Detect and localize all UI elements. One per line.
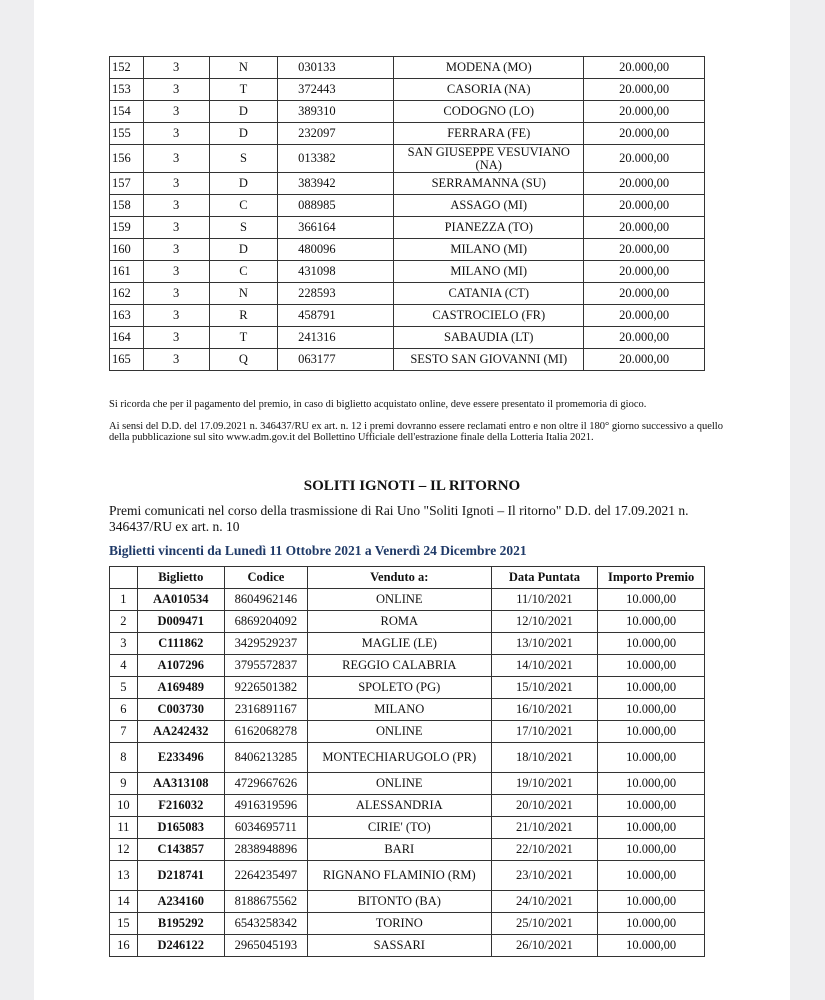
table-row <box>110 817 705 839</box>
city-cell: CATANIA (CT) <box>394 283 584 305</box>
row-number-cell: 162 <box>110 283 144 305</box>
index-cell: 9 <box>110 773 138 795</box>
table-row <box>110 589 705 611</box>
index-cell: 15 <box>110 913 138 935</box>
prize-amount-cell: 10.000,00 <box>598 839 705 861</box>
code-cell: 6869204092 <box>224 611 307 633</box>
section-subtitle: Biglietti vincenti da Lunedì 11 Ottobre 2021 a Venerdì 24 Dicembre 2021 <box>109 543 527 558</box>
draw-date-cell: 14/10/2021 <box>491 655 598 677</box>
table-row <box>110 655 705 677</box>
prize-amount-cell: 20.000,00 <box>584 57 705 79</box>
sold-at-cell: ROMA <box>307 611 491 633</box>
table-row <box>110 795 705 817</box>
ticket-cell: D246122 <box>137 935 224 957</box>
prize-amount-cell: 10.000,00 <box>598 589 705 611</box>
index-cell: 3 <box>110 633 138 655</box>
category-cell: 3 <box>143 145 209 173</box>
table-row <box>110 173 705 195</box>
index-cell: 7 <box>110 721 138 743</box>
prize-amount-cell: 20.000,00 <box>584 145 705 173</box>
prize-amount-cell: 10.000,00 <box>598 773 705 795</box>
ticket-cell: B195292 <box>137 913 224 935</box>
index-cell: 12 <box>110 839 138 861</box>
prize-amount-cell: 10.000,00 <box>598 699 705 721</box>
prize-amount-cell: 20.000,00 <box>584 305 705 327</box>
series-cell: N <box>209 283 277 305</box>
sold-at-cell: CIRIE' (TO) <box>307 817 491 839</box>
ticket-cell: AA313108 <box>137 773 224 795</box>
table-row <box>110 721 705 743</box>
ticket-cell: D218741 <box>137 861 224 891</box>
prize-amount-cell: 10.000,00 <box>598 935 705 957</box>
section-title: SOLITI IGNOTI – IL RITORNO <box>303 478 521 494</box>
table-row <box>110 677 705 699</box>
index-cell: 8 <box>110 743 138 773</box>
code-cell: 2316891167 <box>224 699 307 721</box>
ticket-cell: C111862 <box>137 633 224 655</box>
category-cell: 3 <box>143 261 209 283</box>
draw-date-cell: 23/10/2021 <box>491 861 598 891</box>
prize-amount-cell: 10.000,00 <box>598 891 705 913</box>
ticket-number-cell: 030133 <box>278 57 394 79</box>
city-cell: SERRAMANNA (SU) <box>394 173 584 195</box>
ticket-cell: AA242432 <box>137 721 224 743</box>
category-cell: 3 <box>143 123 209 145</box>
column-header-code: Codice <box>224 567 307 589</box>
table-row <box>110 217 705 239</box>
table-row <box>110 123 705 145</box>
category-cell: 3 <box>143 79 209 101</box>
index-cell: 2 <box>110 611 138 633</box>
ticket-number-cell: 228593 <box>278 283 394 305</box>
prize-amount-cell: 10.000,00 <box>598 861 705 891</box>
prize-amount-cell: 10.000,00 <box>598 795 705 817</box>
row-number-cell: 154 <box>110 101 144 123</box>
ticket-cell: C003730 <box>137 699 224 721</box>
row-number-cell: 165 <box>110 349 144 371</box>
city-cell: PIANEZZA (TO) <box>394 217 584 239</box>
index-cell: 5 <box>110 677 138 699</box>
winners-table-soliti-ignoti <box>109 566 705 957</box>
index-cell: 4 <box>110 655 138 677</box>
code-cell: 6034695711 <box>224 817 307 839</box>
row-number-cell: 156 <box>110 145 144 173</box>
category-cell: 3 <box>143 327 209 349</box>
section-description: Premi comunicati nel corso della trasmissione di Rai Uno "Soliti Ignoti – Il ritorno" D.D. del 17.09.2021 n. 346437/RU ex art. n. 10 <box>109 503 689 534</box>
prize-amount-cell: 20.000,00 <box>584 239 705 261</box>
code-cell: 8604962146 <box>224 589 307 611</box>
table-row <box>110 195 705 217</box>
prize-amount-cell: 20.000,00 <box>584 79 705 101</box>
draw-date-cell: 13/10/2021 <box>491 633 598 655</box>
series-cell: Q <box>209 349 277 371</box>
sold-at-cell: RIGNANO FLAMINIO (RM) <box>307 861 491 891</box>
document-page <box>34 0 790 1000</box>
claim-deadline-note: Ai sensi del D.D. del 17.09.2021 n. 346437/RU ex art. n. 12 i premi dovranno essere reclamati entro e non oltre il 180° giorno successivo a quello della pubblicazione sul sito www.adm.gov.it del Bollettino Ufficiale dell'estrazione finale della Lotteria Italia 2021. <box>109 421 723 443</box>
category-cell: 3 <box>143 57 209 79</box>
ticket-number-cell: 366164 <box>278 217 394 239</box>
draw-date-cell: 21/10/2021 <box>491 817 598 839</box>
table-row <box>110 891 705 913</box>
draw-date-cell: 12/10/2021 <box>491 611 598 633</box>
column-header-date: Data Puntata <box>491 567 598 589</box>
prize-amount-cell: 20.000,00 <box>584 261 705 283</box>
category-cell: 3 <box>143 173 209 195</box>
table-row <box>110 261 705 283</box>
category-cell: 3 <box>143 283 209 305</box>
row-number-cell: 159 <box>110 217 144 239</box>
ticket-number-cell: 372443 <box>278 79 394 101</box>
city-cell: MILANO (MI) <box>394 239 584 261</box>
prize-amount-cell: 10.000,00 <box>598 633 705 655</box>
prize-amount-cell: 20.000,00 <box>584 101 705 123</box>
sold-at-cell: MAGLIE (LE) <box>307 633 491 655</box>
sold-at-cell: TORINO <box>307 913 491 935</box>
row-number-cell: 160 <box>110 239 144 261</box>
code-cell: 2838948896 <box>224 839 307 861</box>
index-cell: 16 <box>110 935 138 957</box>
draw-date-cell: 25/10/2021 <box>491 913 598 935</box>
sold-at-cell: BITONTO (BA) <box>307 891 491 913</box>
sold-at-cell: BARI <box>307 839 491 861</box>
prize-amount-cell: 10.000,00 <box>598 743 705 773</box>
index-cell: 11 <box>110 817 138 839</box>
sold-at-cell: SPOLETO (PG) <box>307 677 491 699</box>
series-cell: C <box>209 261 277 283</box>
category-cell: 3 <box>143 101 209 123</box>
draw-date-cell: 18/10/2021 <box>491 743 598 773</box>
code-cell: 3429529237 <box>224 633 307 655</box>
ticket-number-cell: 088985 <box>278 195 394 217</box>
table-row <box>110 699 705 721</box>
draw-date-cell: 26/10/2021 <box>491 935 598 957</box>
ticket-number-cell: 232097 <box>278 123 394 145</box>
table-header-row <box>110 567 705 589</box>
table-row <box>110 839 705 861</box>
prize-amount-cell: 20.000,00 <box>584 327 705 349</box>
table-row <box>110 327 705 349</box>
ticket-cell: C143857 <box>137 839 224 861</box>
sold-at-cell: MILANO <box>307 699 491 721</box>
draw-date-cell: 24/10/2021 <box>491 891 598 913</box>
ticket-number-cell: 063177 <box>278 349 394 371</box>
ticket-cell: D009471 <box>137 611 224 633</box>
prize-amount-cell: 20.000,00 <box>584 217 705 239</box>
city-cell: CASTROCIELO (FR) <box>394 305 584 327</box>
table-row <box>110 633 705 655</box>
row-number-cell: 157 <box>110 173 144 195</box>
code-cell: 6162068278 <box>224 721 307 743</box>
sold-at-cell: ONLINE <box>307 589 491 611</box>
city-cell: SABAUDIA (LT) <box>394 327 584 349</box>
city-cell: MILANO (MI) <box>394 261 584 283</box>
ticket-cell: A169489 <box>137 677 224 699</box>
series-cell: D <box>209 239 277 261</box>
city-cell: MODENA (MO) <box>394 57 584 79</box>
payment-note: Si ricorda che per il pagamento del premio, in caso di biglietto acquistato online, deve essere presentato il promemoria di gioco. <box>109 399 647 410</box>
row-number-cell: 153 <box>110 79 144 101</box>
table-row <box>110 913 705 935</box>
code-cell: 8406213285 <box>224 743 307 773</box>
code-cell: 6543258342 <box>224 913 307 935</box>
series-cell: C <box>209 195 277 217</box>
table-row <box>110 349 705 371</box>
ticket-cell: E233496 <box>137 743 224 773</box>
ticket-cell: A234160 <box>137 891 224 913</box>
city-cell: CODOGNO (LO) <box>394 101 584 123</box>
prize-amount-cell: 20.000,00 <box>584 349 705 371</box>
category-cell: 3 <box>143 217 209 239</box>
city-cell: ASSAGO (MI) <box>394 195 584 217</box>
sold-at-cell: MONTECHIARUGOLO (PR) <box>307 743 491 773</box>
sold-at-cell: ALESSANDRIA <box>307 795 491 817</box>
row-number-cell: 152 <box>110 57 144 79</box>
ticket-cell: AA010534 <box>137 589 224 611</box>
table-row <box>110 57 705 79</box>
series-cell: T <box>209 79 277 101</box>
draw-date-cell: 11/10/2021 <box>491 589 598 611</box>
prize-amount-cell: 10.000,00 <box>598 611 705 633</box>
sold-at-cell: ONLINE <box>307 721 491 743</box>
table-row <box>110 145 705 173</box>
prize-amount-cell: 20.000,00 <box>584 123 705 145</box>
prize-amount-cell: 20.000,00 <box>584 283 705 305</box>
table-row <box>110 611 705 633</box>
table-row <box>110 743 705 773</box>
draw-date-cell: 22/10/2021 <box>491 839 598 861</box>
table-row <box>110 239 705 261</box>
table-row <box>110 935 705 957</box>
row-number-cell: 161 <box>110 261 144 283</box>
series-cell: T <box>209 327 277 349</box>
sold-at-cell: ONLINE <box>307 773 491 795</box>
series-cell: S <box>209 217 277 239</box>
series-cell: R <box>209 305 277 327</box>
winners-table-top <box>109 56 705 371</box>
category-cell: 3 <box>143 239 209 261</box>
ticket-number-cell: 241316 <box>278 327 394 349</box>
ticket-cell: A107296 <box>137 655 224 677</box>
code-cell: 9226501382 <box>224 677 307 699</box>
code-cell: 4729667626 <box>224 773 307 795</box>
prize-amount-cell: 10.000,00 <box>598 817 705 839</box>
draw-date-cell: 20/10/2021 <box>491 795 598 817</box>
prize-amount-cell: 20.000,00 <box>584 195 705 217</box>
prize-amount-cell: 10.000,00 <box>598 655 705 677</box>
draw-date-cell: 17/10/2021 <box>491 721 598 743</box>
code-cell: 2965045193 <box>224 935 307 957</box>
column-header-index <box>110 567 138 589</box>
prize-amount-cell: 20.000,00 <box>584 173 705 195</box>
code-cell: 4916319596 <box>224 795 307 817</box>
code-cell: 3795572837 <box>224 655 307 677</box>
table-row <box>110 79 705 101</box>
index-cell: 1 <box>110 589 138 611</box>
row-number-cell: 163 <box>110 305 144 327</box>
ticket-number-cell: 383942 <box>278 173 394 195</box>
draw-date-cell: 16/10/2021 <box>491 699 598 721</box>
ticket-number-cell: 480096 <box>278 239 394 261</box>
ticket-cell: D165083 <box>137 817 224 839</box>
ticket-cell: F216032 <box>137 795 224 817</box>
draw-date-cell: 15/10/2021 <box>491 677 598 699</box>
category-cell: 3 <box>143 195 209 217</box>
series-cell: S <box>209 145 277 173</box>
code-cell: 8188675562 <box>224 891 307 913</box>
city-cell: SESTO SAN GIOVANNI (MI) <box>394 349 584 371</box>
sold-at-cell: SASSARI <box>307 935 491 957</box>
index-cell: 14 <box>110 891 138 913</box>
row-number-cell: 158 <box>110 195 144 217</box>
column-header-ticket: Biglietto <box>137 567 224 589</box>
table-row <box>110 101 705 123</box>
city-cell: SAN GIUSEPPE VESUVIANO (NA) <box>394 145 584 173</box>
row-number-cell: 155 <box>110 123 144 145</box>
prize-amount-cell: 10.000,00 <box>598 913 705 935</box>
code-cell: 2264235497 <box>224 861 307 891</box>
ticket-number-cell: 458791 <box>278 305 394 327</box>
index-cell: 10 <box>110 795 138 817</box>
index-cell: 6 <box>110 699 138 721</box>
table-row <box>110 283 705 305</box>
series-cell: D <box>209 173 277 195</box>
index-cell: 13 <box>110 861 138 891</box>
row-number-cell: 164 <box>110 327 144 349</box>
ticket-number-cell: 013382 <box>278 145 394 173</box>
category-cell: 3 <box>143 305 209 327</box>
column-header-sold-at: Venduto a: <box>307 567 491 589</box>
table-row <box>110 773 705 795</box>
prize-amount-cell: 10.000,00 <box>598 677 705 699</box>
series-cell: D <box>209 123 277 145</box>
table-row <box>110 861 705 891</box>
category-cell: 3 <box>143 349 209 371</box>
ticket-number-cell: 431098 <box>278 261 394 283</box>
sold-at-cell: REGGIO CALABRIA <box>307 655 491 677</box>
ticket-number-cell: 389310 <box>278 101 394 123</box>
city-cell: CASORIA (NA) <box>394 79 584 101</box>
city-cell: FERRARA (FE) <box>394 123 584 145</box>
table-row <box>110 305 705 327</box>
prize-amount-cell: 10.000,00 <box>598 721 705 743</box>
column-header-amount: Importo Premio <box>598 567 705 589</box>
draw-date-cell: 19/10/2021 <box>491 773 598 795</box>
series-cell: D <box>209 101 277 123</box>
series-cell: N <box>209 57 277 79</box>
